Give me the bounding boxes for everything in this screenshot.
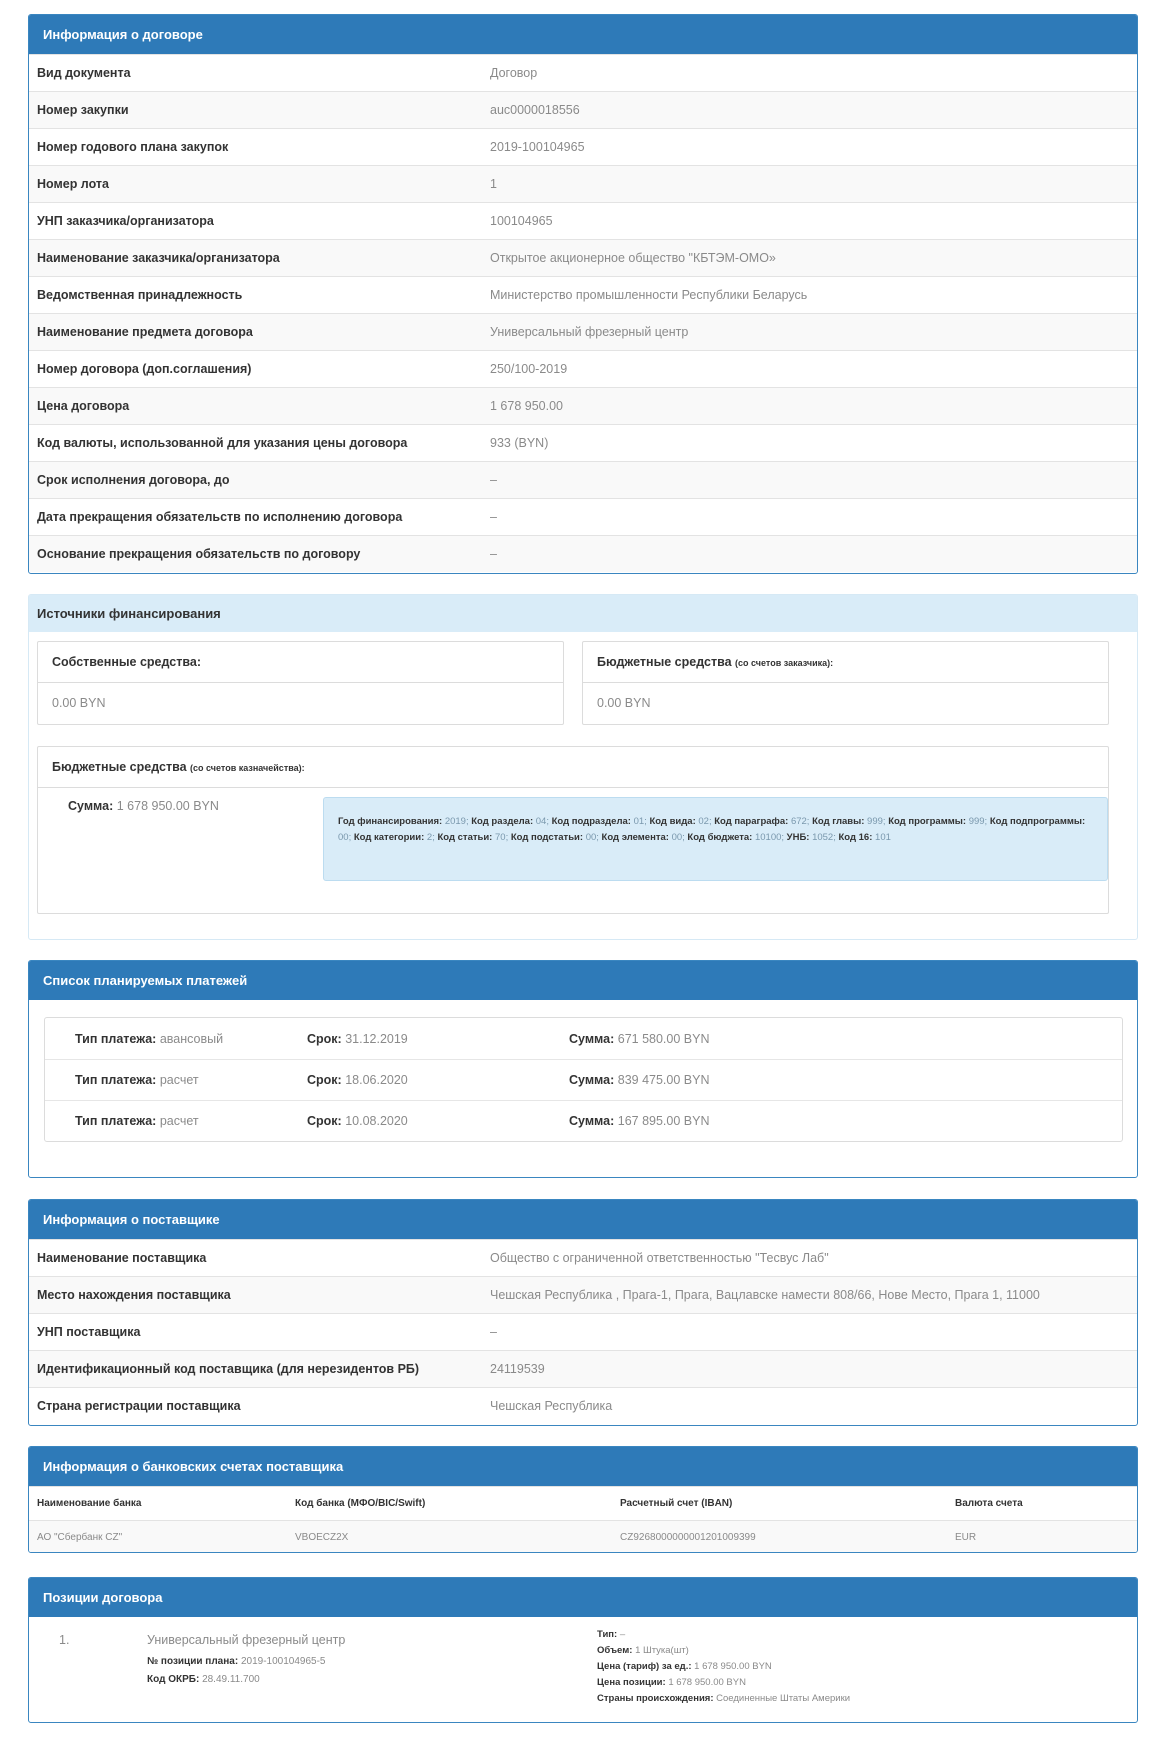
- budget-code-label: Код подстатьи:: [510, 832, 584, 843]
- table-row: [29, 1520, 1137, 1553]
- contract-field-label: Номер закупки: [37, 103, 129, 117]
- contract-field-label: Вид документа: [37, 66, 131, 80]
- budget-code-label: Код бюджета:: [687, 832, 753, 843]
- supplier-field-value: –: [490, 1325, 497, 1339]
- positions-panel: [28, 1577, 1138, 1723]
- budget-customer-box: [582, 641, 1109, 725]
- table-row: [45, 1100, 1122, 1141]
- table-row: [29, 239, 1137, 276]
- budget-code-label: Код 16:: [838, 832, 873, 843]
- payment-sum: Сумма: 839 475.00 BYN: [569, 1073, 710, 1087]
- bank-header-code: Код банка (МФО/BIC/Swift): [295, 1498, 426, 1509]
- contract-field-value: 1: [490, 177, 497, 191]
- position-detail: Тип: –: [597, 1629, 626, 1640]
- bank-header-currency: Валюта счета: [955, 1498, 1023, 1509]
- funding-panel-title: Источники финансирования: [29, 595, 1137, 632]
- bank-name: АО "Сбербанк CZ": [37, 1531, 123, 1543]
- payment-type: Тип платежа: расчет: [75, 1073, 199, 1087]
- budget-customer-label: Бюджетные средства (со счетов заказчика):: [583, 642, 1108, 683]
- supplier-panel: [28, 1199, 1138, 1426]
- contract-field-value: 250/100-2019: [490, 362, 568, 376]
- payments-list: [44, 1017, 1123, 1142]
- contract-field-value: –: [490, 547, 497, 561]
- payment-sum: Сумма: 167 895.00 BYN: [569, 1114, 710, 1128]
- budget-code-label: УНБ:: [786, 832, 810, 843]
- table-row: [29, 128, 1137, 165]
- supplier-panel-title: Информация о поставщике: [29, 1200, 1137, 1239]
- contract-field-value: 933 (BYN): [490, 436, 549, 450]
- contract-field-value: 2019-100104965: [490, 140, 585, 154]
- supplier-table: [29, 1239, 1137, 1424]
- contract-field-label: Номер лота: [37, 177, 109, 191]
- budget-code-value: 999;: [867, 816, 886, 827]
- bank-header-iban: Расчетный счет (IBAN): [620, 1498, 733, 1509]
- contract-field-value: 100104965: [490, 214, 553, 228]
- contract-field-label: УНП заказчика/организатора: [37, 214, 214, 228]
- budget-code-label: Код подпрограммы:: [989, 816, 1086, 827]
- position-meta: № позиции плана: 2019-100104965-5 Код ОКРБ: 28.49.11.700: [147, 1656, 326, 1685]
- budget-treasury-box: [37, 746, 1109, 914]
- bank-panel: [28, 1446, 1138, 1553]
- treasury-sum: Сумма: 1 678 950.00 BYN: [68, 799, 219, 813]
- table-row: [29, 350, 1137, 387]
- contract-panel: [28, 14, 1138, 574]
- position-details: [597, 1627, 850, 1707]
- contract-field-value: auc0000018556: [490, 103, 580, 117]
- supplier-field-value: Общество с ограниченной ответственностью "Тесвус Лаб": [490, 1251, 829, 1265]
- budget-code-value: 01;: [633, 816, 647, 827]
- contract-field-value: Министерство промышленности Республики Беларусь: [490, 288, 808, 302]
- payment-date: Срок: 31.12.2019: [307, 1031, 408, 1046]
- supplier-field-label: Идентификационный код поставщика (для нерезидентов РБ): [37, 1362, 420, 1376]
- contract-field-label: Номер годового плана закупок: [37, 140, 229, 154]
- own-funds-box: [37, 641, 564, 725]
- contract-field-label: Срок исполнения договора, до: [37, 473, 230, 487]
- table-row: [29, 424, 1137, 461]
- budget-code-value: 70;: [495, 832, 509, 843]
- table-row: [29, 498, 1137, 535]
- contract-field-label: Наименование предмета договора: [37, 325, 253, 339]
- bank-iban: CZ9268000000001201009399: [620, 1531, 756, 1543]
- supplier-field-label: УНП поставщика: [37, 1325, 141, 1339]
- list-item: [29, 1617, 1137, 1718]
- budget-code-label: Год финансирования:: [338, 816, 443, 827]
- payments-panel: [28, 960, 1138, 1178]
- contract-panel-title: Информация о договоре: [29, 15, 1137, 54]
- contract-field-value: Открытое акционерное общество "КБТЭМ-ОМО»: [490, 251, 776, 265]
- table-row: [45, 1018, 1122, 1059]
- payments-panel-title: Список планируемых платежей: [29, 961, 1137, 1000]
- table-row: [29, 1276, 1137, 1313]
- table-row: [29, 276, 1137, 313]
- payment-type: Тип платежа: авансовый: [75, 1031, 224, 1046]
- contract-field-value: Универсальный фрезерный центр: [490, 325, 689, 339]
- supplier-field-value: Чешская Республика: [490, 1399, 613, 1413]
- funding-panel: [28, 594, 1138, 940]
- contract-field-label: Основание прекращения обязательств по договору: [37, 547, 361, 561]
- budget-code-label: Код программы:: [888, 816, 967, 827]
- supplier-field-value: Чешская Республика , Прага-1, Прага, Вацлавске намести 808/66, Нове Место, Прага 1, 11000: [490, 1288, 1040, 1302]
- bank-code: VBOECZ2X: [295, 1531, 349, 1543]
- positions-panel-title: Позиции договора: [29, 1578, 1137, 1617]
- supplier-field-label: Страна регистрации поставщика: [37, 1399, 241, 1413]
- budget-code-value: 02;: [698, 816, 712, 827]
- contract-field-label: Дата прекращения обязательств по исполнению договора: [37, 510, 403, 524]
- budget-code-value: 2019;: [444, 816, 469, 827]
- contract-field-label: Код валюты, использованной для указания цены договора: [37, 436, 408, 450]
- budget-code-value: 10100;: [754, 832, 785, 843]
- position-detail: Цена (тариф) за ед.: 1 678 950.00 BYN: [597, 1661, 772, 1672]
- position-name: Универсальный фрезерный центр: [147, 1633, 346, 1647]
- payment-type: Тип платежа: расчет: [75, 1114, 199, 1128]
- budget-code-label: Код подраздела:: [551, 816, 631, 827]
- budget-code-label: Код статьи:: [437, 832, 493, 843]
- position-number: 1.: [59, 1633, 70, 1647]
- budget-code-value: 1052;: [812, 832, 836, 843]
- own-funds-value: 0.00 BYN: [52, 696, 106, 710]
- bank-table-header: [29, 1486, 1137, 1520]
- table-row: [29, 91, 1137, 128]
- table-row: [29, 313, 1137, 350]
- budget-code-value: 672;: [790, 816, 810, 827]
- budget-code-label: Код категории:: [353, 832, 425, 843]
- budget-code-label: Код элемента:: [601, 832, 669, 843]
- budget-code-label: Код параграфа:: [714, 816, 789, 827]
- budget-code-label: Код главы:: [812, 816, 865, 827]
- contract-field-value: –: [490, 473, 497, 487]
- budget-code-label: Код раздела:: [471, 816, 534, 827]
- position-detail: Цена позиции: 1 678 950.00 BYN: [597, 1677, 746, 1688]
- contract-field-label: Ведомственная принадлежность: [37, 288, 243, 302]
- supplier-field-label: Место нахождения поставщика: [37, 1288, 231, 1302]
- budget-code-value: 999;: [968, 816, 988, 827]
- contract-field-label: Цена договора: [37, 399, 130, 413]
- contract-field-value: –: [490, 510, 497, 524]
- budget-code-label: Код вида:: [649, 816, 696, 827]
- bank-currency: EUR: [955, 1531, 977, 1543]
- supplier-field-value: 24119539: [490, 1362, 545, 1376]
- table-row: [45, 1059, 1122, 1100]
- budget-code-value: 00;: [671, 832, 685, 843]
- table-row: [29, 1313, 1137, 1350]
- table-row: [29, 387, 1137, 424]
- contract-field-value: 1 678 950.00: [490, 399, 563, 413]
- bank-panel-title: Информация о банковских счетах поставщика: [29, 1447, 1137, 1486]
- own-funds-label: Собственные средства:: [38, 642, 563, 683]
- bank-header-name: Наименование банка: [37, 1498, 142, 1509]
- table-row: [29, 461, 1137, 498]
- budget-code-value: 00;: [585, 832, 599, 843]
- budget-code-value: 04;: [535, 816, 549, 827]
- contract-table: [29, 54, 1137, 572]
- contract-field-label: Номер договора (доп.соглашения): [37, 362, 252, 376]
- table-row: [29, 535, 1137, 572]
- contract-field-value: Договор: [490, 66, 538, 80]
- table-row: [29, 1387, 1137, 1424]
- budget-customer-value: 0.00 BYN: [597, 696, 651, 710]
- budget-treasury-label: Бюджетные средства (со счетов казначейства):: [38, 747, 1108, 788]
- budget-codes-box: [323, 797, 1108, 881]
- supplier-field-label: Наименование поставщика: [37, 1251, 207, 1265]
- budget-code-value: 00;: [338, 832, 352, 843]
- table-row: [29, 165, 1137, 202]
- payment-date: Срок: 18.06.2020: [307, 1073, 408, 1087]
- table-row: [29, 1239, 1137, 1276]
- budget-code-value: 101: [875, 832, 891, 843]
- contract-field-label: Наименование заказчика/организатора: [37, 251, 280, 265]
- position-detail: Объем: 1 Штука(шт): [597, 1645, 689, 1656]
- budget-code-value: 2;: [426, 832, 435, 843]
- table-row: [29, 202, 1137, 239]
- table-row: [29, 1350, 1137, 1387]
- payment-date: Срок: 10.08.2020: [307, 1114, 408, 1128]
- table-row: [29, 54, 1137, 91]
- payment-sum: Сумма: 671 580.00 BYN: [569, 1031, 710, 1046]
- position-detail: Страны происхождения: Соединенные Штаты Америки: [597, 1693, 851, 1704]
